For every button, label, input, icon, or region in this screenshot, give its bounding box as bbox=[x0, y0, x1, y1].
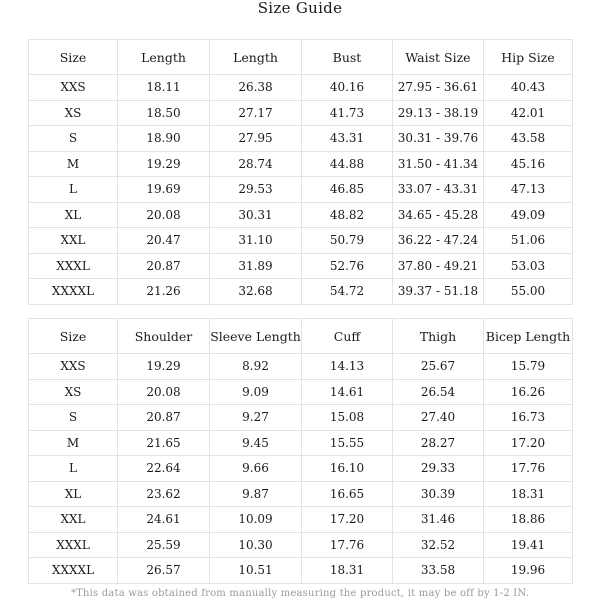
measurement-cell: 25.67 bbox=[393, 354, 484, 380]
measurement-cell: 28.27 bbox=[393, 430, 484, 456]
measurement-cell: 14.61 bbox=[302, 379, 393, 405]
measurement-cell: 42.01 bbox=[484, 100, 573, 126]
measurement-cell: 31.10 bbox=[210, 228, 302, 254]
size-table-bottom bbox=[28, 318, 573, 584]
table-row bbox=[29, 481, 573, 507]
table-row bbox=[29, 379, 573, 405]
measurement-cell: 20.08 bbox=[118, 202, 210, 228]
table-row bbox=[29, 456, 573, 482]
measurement-cell: 30.31 - 39.76 bbox=[393, 126, 484, 152]
measurement-cell: 55.00 bbox=[484, 279, 573, 305]
table-row bbox=[29, 228, 573, 254]
size-label-cell: XXL bbox=[29, 507, 118, 533]
measurement-cell: 9.27 bbox=[210, 405, 302, 431]
measurement-cell: 27.40 bbox=[393, 405, 484, 431]
size-label-cell: XXXXL bbox=[29, 279, 118, 305]
size-label-cell: S bbox=[29, 405, 118, 431]
column-header: Bicep Length bbox=[484, 319, 573, 354]
measurement-cell: 41.73 bbox=[302, 100, 393, 126]
measurement-cell: 36.22 - 47.24 bbox=[393, 228, 484, 254]
measurement-cell: 10.30 bbox=[210, 532, 302, 558]
measurement-cell: 27.95 bbox=[210, 126, 302, 152]
size-label-cell: S bbox=[29, 126, 118, 152]
table-row bbox=[29, 279, 573, 305]
table-row bbox=[29, 430, 573, 456]
column-header: Bust bbox=[302, 40, 393, 75]
size-label-cell: XXXL bbox=[29, 253, 118, 279]
measurement-cell: 32.68 bbox=[210, 279, 302, 305]
table-row bbox=[29, 75, 573, 101]
measurement-cell: 19.96 bbox=[484, 558, 573, 584]
size-label-cell: L bbox=[29, 177, 118, 203]
measurement-cell: 44.88 bbox=[302, 151, 393, 177]
column-header: Shoulder bbox=[118, 319, 210, 354]
size-label-cell: M bbox=[29, 151, 118, 177]
measurement-cell: 22.64 bbox=[118, 456, 210, 482]
measurement-cell: 19.29 bbox=[118, 151, 210, 177]
measurement-cell: 49.09 bbox=[484, 202, 573, 228]
column-header: Thigh bbox=[393, 319, 484, 354]
column-header: Waist Size bbox=[393, 40, 484, 75]
measurement-cell: 27.95 - 36.61 bbox=[393, 75, 484, 101]
page-title: Size Guide bbox=[257, 0, 343, 17]
measurement-cell: 20.08 bbox=[118, 379, 210, 405]
measurement-cell: 19.41 bbox=[484, 532, 573, 558]
measurement-cell: 29.13 - 38.19 bbox=[393, 100, 484, 126]
size-label-cell: XXS bbox=[29, 354, 118, 380]
measurement-cell: 9.09 bbox=[210, 379, 302, 405]
measurement-cell: 21.26 bbox=[118, 279, 210, 305]
measurement-cell: 43.31 bbox=[302, 126, 393, 152]
table-row bbox=[29, 354, 573, 380]
measurement-cell: 21.65 bbox=[118, 430, 210, 456]
measurement-cell: 53.03 bbox=[484, 253, 573, 279]
column-header: Size bbox=[29, 40, 118, 75]
measurement-cell: 26.54 bbox=[393, 379, 484, 405]
measurement-cell: 30.39 bbox=[393, 481, 484, 507]
measurement-cell: 18.50 bbox=[118, 100, 210, 126]
measurement-cell: 16.10 bbox=[302, 456, 393, 482]
column-header: Cuff bbox=[302, 319, 393, 354]
table-row bbox=[29, 202, 573, 228]
measurement-cell: 20.87 bbox=[118, 405, 210, 431]
table-row bbox=[29, 532, 573, 558]
measurement-cell: 9.45 bbox=[210, 430, 302, 456]
size-label-cell: XXXL bbox=[29, 532, 118, 558]
measurement-cell: 18.31 bbox=[302, 558, 393, 584]
measurement-cell: 43.58 bbox=[484, 126, 573, 152]
column-header: Length bbox=[118, 40, 210, 75]
column-header: Hip Size bbox=[484, 40, 573, 75]
measurement-cell: 23.62 bbox=[118, 481, 210, 507]
measurement-cell: 26.38 bbox=[210, 75, 302, 101]
measurement-cell: 50.79 bbox=[302, 228, 393, 254]
measurement-cell: 27.17 bbox=[210, 100, 302, 126]
measurement-cell: 16.73 bbox=[484, 405, 573, 431]
measurement-cell: 45.16 bbox=[484, 151, 573, 177]
measurement-cell: 10.09 bbox=[210, 507, 302, 533]
measurement-cell: 17.76 bbox=[484, 456, 573, 482]
size-table-top bbox=[28, 39, 573, 305]
measurement-cell: 46.85 bbox=[302, 177, 393, 203]
measurement-cell: 14.13 bbox=[302, 354, 393, 380]
measurement-cell: 25.59 bbox=[118, 532, 210, 558]
measurement-cell: 10.51 bbox=[210, 558, 302, 584]
measurement-cell: 18.11 bbox=[118, 75, 210, 101]
measurement-cell: 20.87 bbox=[118, 253, 210, 279]
measurement-cell: 26.57 bbox=[118, 558, 210, 584]
measurement-cell: 40.16 bbox=[302, 75, 393, 101]
measurement-cell: 18.31 bbox=[484, 481, 573, 507]
measurement-cell: 15.08 bbox=[302, 405, 393, 431]
size-label-cell: L bbox=[29, 456, 118, 482]
measurement-cell: 29.33 bbox=[393, 456, 484, 482]
size-label-cell: XXS bbox=[29, 75, 118, 101]
size-label-cell: XXXXL bbox=[29, 558, 118, 584]
size-label-cell: XS bbox=[29, 100, 118, 126]
size-label-cell: XXL bbox=[29, 228, 118, 254]
table-row bbox=[29, 253, 573, 279]
table-row bbox=[29, 151, 573, 177]
measurement-note: *This data was obtained from manually measuring the product, it may be off by 1-2 IN. bbox=[70, 588, 530, 599]
column-header: Sleeve Length bbox=[210, 319, 302, 354]
table-row bbox=[29, 558, 573, 584]
measurement-cell: 16.26 bbox=[484, 379, 573, 405]
column-header: Length bbox=[210, 40, 302, 75]
size-label-cell: XS bbox=[29, 379, 118, 405]
measurement-cell: 32.52 bbox=[393, 532, 484, 558]
measurement-cell: 28.74 bbox=[210, 151, 302, 177]
measurement-cell: 37.80 - 49.21 bbox=[393, 253, 484, 279]
measurement-cell: 54.72 bbox=[302, 279, 393, 305]
table-header-row bbox=[29, 40, 573, 75]
measurement-cell: 48.82 bbox=[302, 202, 393, 228]
measurement-cell: 19.69 bbox=[118, 177, 210, 203]
table-row bbox=[29, 126, 573, 152]
measurement-cell: 24.61 bbox=[118, 507, 210, 533]
measurement-cell: 52.76 bbox=[302, 253, 393, 279]
measurement-cell: 40.43 bbox=[484, 75, 573, 101]
table-row bbox=[29, 507, 573, 533]
measurement-cell: 9.87 bbox=[210, 481, 302, 507]
measurement-cell: 9.66 bbox=[210, 456, 302, 482]
measurement-cell: 33.58 bbox=[393, 558, 484, 584]
measurement-cell: 16.65 bbox=[302, 481, 393, 507]
measurement-cell: 33.07 - 43.31 bbox=[393, 177, 484, 203]
table-row bbox=[29, 177, 573, 203]
measurement-cell: 30.31 bbox=[210, 202, 302, 228]
measurement-cell: 15.55 bbox=[302, 430, 393, 456]
column-header: Size bbox=[29, 319, 118, 354]
measurement-cell: 18.90 bbox=[118, 126, 210, 152]
table-row bbox=[29, 100, 573, 126]
measurement-cell: 34.65 - 45.28 bbox=[393, 202, 484, 228]
measurement-cell: 51.06 bbox=[484, 228, 573, 254]
measurement-cell: 17.20 bbox=[484, 430, 573, 456]
measurement-cell: 31.46 bbox=[393, 507, 484, 533]
measurement-cell: 39.37 - 51.18 bbox=[393, 279, 484, 305]
measurement-cell: 17.20 bbox=[302, 507, 393, 533]
size-label-cell: XL bbox=[29, 481, 118, 507]
measurement-cell: 31.89 bbox=[210, 253, 302, 279]
measurement-cell: 29.53 bbox=[210, 177, 302, 203]
measurement-cell: 31.50 - 41.34 bbox=[393, 151, 484, 177]
measurement-cell: 20.47 bbox=[118, 228, 210, 254]
size-label-cell: XL bbox=[29, 202, 118, 228]
table-header-row bbox=[29, 319, 573, 354]
measurement-cell: 19.29 bbox=[118, 354, 210, 380]
size-label-cell: M bbox=[29, 430, 118, 456]
table-row bbox=[29, 405, 573, 431]
measurement-cell: 47.13 bbox=[484, 177, 573, 203]
measurement-cell: 15.79 bbox=[484, 354, 573, 380]
measurement-cell: 18.86 bbox=[484, 507, 573, 533]
measurement-cell: 8.92 bbox=[210, 354, 302, 380]
measurement-cell: 17.76 bbox=[302, 532, 393, 558]
